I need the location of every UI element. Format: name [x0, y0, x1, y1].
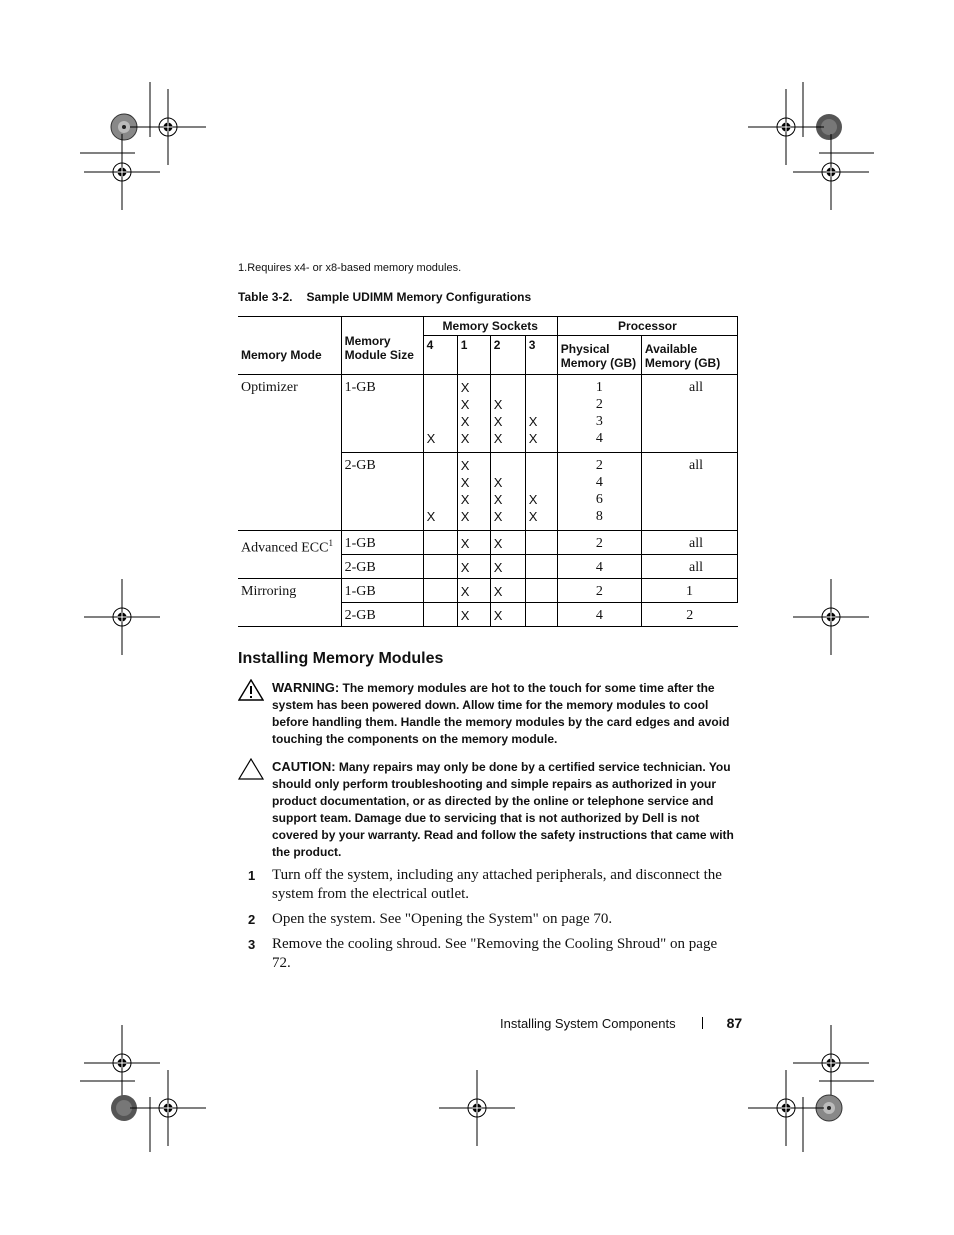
- socket-2-cell: X: [490, 579, 525, 603]
- warning-notice: [238, 679, 738, 748]
- socket-1-cell: X: [457, 531, 490, 555]
- size-cell: 1-GB: [341, 375, 423, 453]
- socket-4-cell: [423, 555, 457, 579]
- socket-1-cell: X: [457, 579, 490, 603]
- size-cell: 1-GB: [341, 531, 423, 555]
- size-cell: 2-GB: [341, 453, 423, 531]
- socket-1-cell: X X X X: [457, 375, 490, 453]
- socket-3-cell: [525, 603, 557, 627]
- socket-2-cell: X: [490, 531, 525, 555]
- size-cell: 2-GB: [341, 555, 423, 579]
- header-socket-2: 2: [490, 336, 525, 375]
- warning-triangle-icon: [238, 679, 264, 701]
- mode-mirroring: Mirroring: [238, 579, 341, 627]
- caption-label: Table 3-2.: [238, 290, 293, 304]
- socket-1-cell: X: [457, 555, 490, 579]
- caption-title: Sample UDIMM Memory Configurations: [306, 290, 532, 304]
- header-socket-4: 4: [423, 336, 457, 375]
- physical-memory-cell: 2: [557, 579, 641, 603]
- available-memory-cell: 1: [641, 579, 737, 603]
- procedure-steps: [248, 866, 728, 979]
- section-title: Installing Memory Modules: [238, 650, 444, 667]
- available-memory-cell: all: [641, 555, 737, 579]
- socket-4-cell: [423, 603, 457, 627]
- socket-3-cell: X X: [525, 375, 557, 453]
- header-socket-3: 3: [525, 336, 557, 375]
- step-text: Open the system. See "Opening the System" on page 70.: [272, 911, 613, 927]
- socket-4-cell: [423, 531, 457, 555]
- socket-3-cell: [525, 555, 557, 579]
- table-footnote: [238, 262, 461, 274]
- socket-1-cell: X: [457, 603, 490, 627]
- physical-memory-cell: 4: [557, 603, 641, 627]
- socket-2-cell: X: [490, 603, 525, 627]
- table-header-row: [238, 317, 738, 336]
- footer-divider: [702, 1017, 703, 1029]
- footnote-number: 1.: [238, 262, 248, 274]
- caution-triangle-icon: [238, 758, 264, 780]
- socket-4-cell: X: [423, 375, 457, 453]
- warning-text: The memory modules are hot to the touch for some time after the system has been powered down. Allow time for the memory modules to cool before handling them. Handle the memory modules by the card edges and avoid touching the components on the memory module.: [272, 681, 730, 746]
- header-socket-1: 1: [457, 336, 490, 375]
- list-item: [248, 910, 728, 929]
- available-memory-cell: 2: [641, 603, 737, 627]
- step-number: 2: [248, 912, 256, 927]
- table-row: [238, 375, 738, 453]
- available-memory-cell: all: [641, 453, 737, 531]
- socket-3-cell: [525, 531, 557, 555]
- footnote-text: Requires x4- or x8-based memory modules.: [247, 262, 462, 274]
- caution-notice: [238, 758, 738, 861]
- socket-1-cell: X X X X: [457, 453, 490, 531]
- list-item: [248, 935, 728, 973]
- header-processor: Processor: [557, 317, 737, 336]
- size-cell: 2-GB: [341, 603, 423, 627]
- header-physical-memory: Physical Memory (GB): [557, 336, 641, 375]
- step-number: 1: [248, 868, 256, 883]
- udimm-configurations-table: [238, 316, 738, 627]
- header-memory-mode: Memory Mode: [238, 317, 341, 375]
- step-text: Remove the cooling shroud. See "Removing the Cooling Shroud" on page 72.: [272, 936, 718, 971]
- mode-optimizer: Optimizer: [241, 380, 298, 395]
- warning-label: WARNING:: [272, 680, 340, 695]
- socket-2-cell: X: [490, 555, 525, 579]
- header-available-memory: Available Memory (GB): [641, 336, 737, 375]
- list-item: [248, 866, 728, 904]
- socket-2-cell: X X X: [490, 375, 525, 453]
- available-memory-cell: all: [641, 375, 737, 453]
- physical-memory-cell: 2 4 6 8: [557, 453, 641, 531]
- physical-memory-cell: 2: [557, 531, 641, 555]
- socket-4-cell: X: [423, 453, 457, 531]
- caution-text: Many repairs may only be done by a certified service technician. You should only perform troubleshooting and simple repairs as authorized in your product documentation, or as directed by the online or telephone service and support team. Damage due to servicing that is not authorized by Dell is not covered by your warranty. Read and follow the safety instructions that came with the product.: [272, 760, 734, 859]
- caution-label: CAUTION:: [272, 759, 336, 774]
- footnote-ref: 1: [328, 538, 333, 548]
- physical-memory-cell: 1 2 3 4: [557, 375, 641, 453]
- step-number: 3: [248, 937, 256, 952]
- table-row: [238, 579, 738, 603]
- physical-memory-cell: 4: [557, 555, 641, 579]
- page-number: 87: [726, 1015, 743, 1031]
- mode-advanced-ecc: Advanced ECC$^1$: [238, 531, 341, 579]
- socket-3-cell: [525, 579, 557, 603]
- socket-4-cell: [423, 579, 457, 603]
- table-caption: [238, 290, 531, 304]
- table-row: [238, 531, 738, 555]
- socket-2-cell: X X X: [490, 453, 525, 531]
- socket-3-cell: X X: [525, 453, 557, 531]
- step-text: Turn off the system, including any attached peripherals, and disconnect the system from the electrical outlet.: [272, 867, 722, 902]
- header-module-size: Memory Module Size: [341, 317, 423, 375]
- available-memory-cell: all: [641, 531, 737, 555]
- size-cell: 1-GB: [341, 579, 423, 603]
- page-footer: [500, 1015, 742, 1031]
- footer-section-title: Installing System Components: [500, 1016, 676, 1031]
- header-memory-sockets: Memory Sockets: [423, 317, 557, 336]
